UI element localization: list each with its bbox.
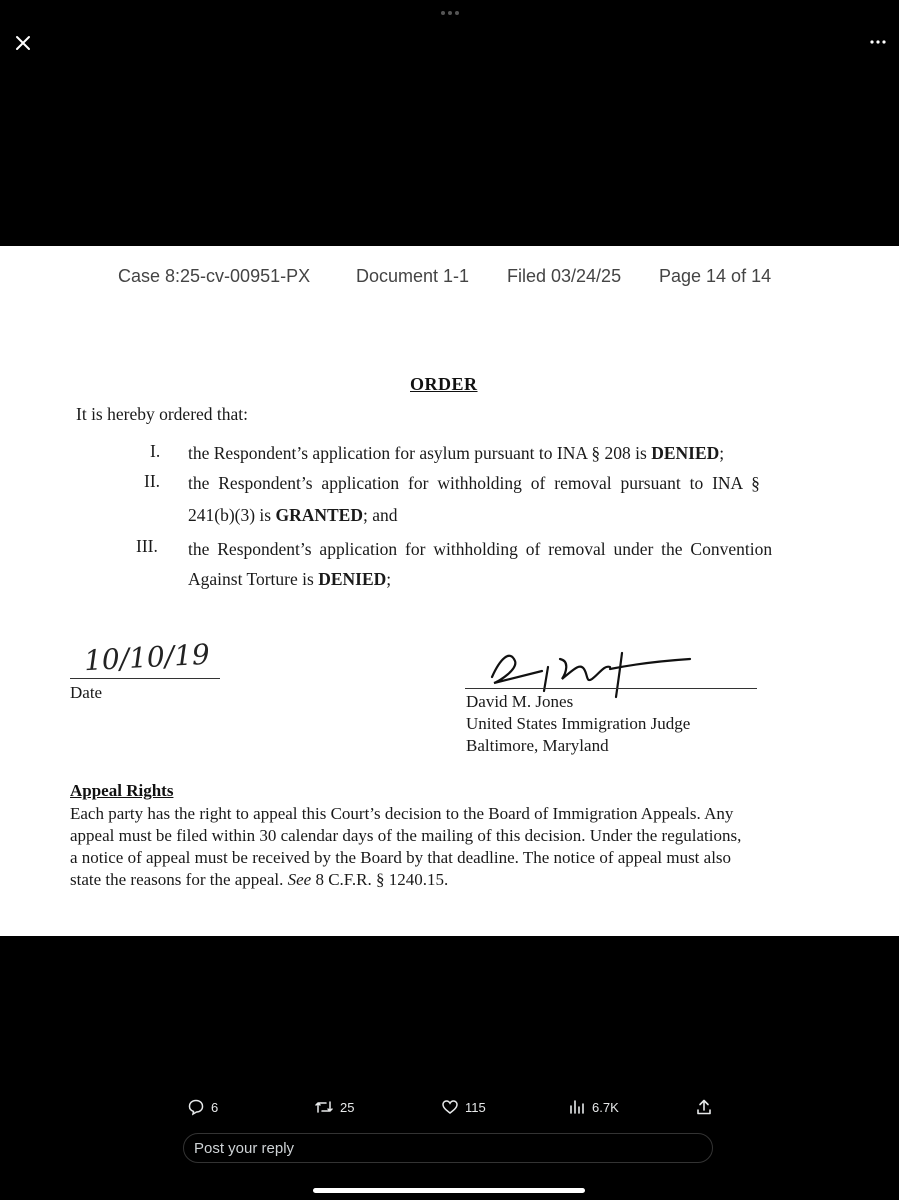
appeal-text-line: state the reasons for the appeal. See 8 C.F.R. § 1240.15.: [70, 870, 449, 889]
close-button[interactable]: [10, 30, 36, 56]
item-number: II.: [144, 471, 161, 491]
more-icon: [860, 32, 896, 52]
reply-count: 6: [211, 1099, 219, 1115]
dots-icon: [438, 8, 462, 18]
appeal-text-line: a notice of appeal must be received by the Board by that deadline. The notice of appeal must also: [70, 848, 732, 867]
reply-icon: [187, 1098, 205, 1116]
share-button[interactable]: [695, 1098, 713, 1116]
like-button[interactable]: [441, 1098, 486, 1116]
filed-date: Filed 03/24/25: [507, 266, 622, 286]
item-3-text-line-2: Against Torture is DENIED;: [188, 569, 392, 589]
close-icon: [10, 30, 36, 56]
drag-handle[interactable]: [438, 5, 462, 15]
views-count: 6.7K: [592, 1099, 619, 1115]
reply-placeholder: Post your reply: [194, 1139, 295, 1157]
reply-button[interactable]: [187, 1098, 218, 1116]
reply-input[interactable]: [183, 1133, 713, 1163]
page-number: Page 14 of 14: [659, 266, 772, 286]
heart-icon: [441, 1098, 459, 1116]
judge-title: United States Immigration Judge: [466, 714, 691, 733]
date-line: [70, 678, 220, 679]
more-options-button[interactable]: [860, 32, 896, 52]
signature-image: [470, 639, 700, 699]
repost-icon: [314, 1098, 334, 1116]
repost-button[interactable]: [314, 1098, 354, 1116]
item-3-text-line-1: the Respondent’s application for withholding of removal under the Convention: [188, 539, 773, 559]
share-icon: [695, 1098, 713, 1116]
views-button[interactable]: [568, 1098, 619, 1116]
repost-count: 25: [340, 1099, 355, 1115]
like-count: 115: [465, 1099, 486, 1115]
document-number: Document 1-1: [356, 266, 470, 286]
document-image: [0, 246, 899, 936]
order-title: ORDER: [410, 374, 478, 394]
signature-line: [465, 688, 757, 689]
item-1-text: the Respondent’s application for asylum pursuant to INA § 208 is DENIED;: [188, 443, 725, 463]
appeal-rights-heading: Appeal Rights: [70, 781, 174, 800]
case-number: Case 8:25-cv-00951-PX: [118, 266, 311, 286]
item-number: III.: [136, 536, 158, 556]
order-intro: It is hereby ordered that:: [76, 404, 249, 424]
appeal-text-line: appeal must be filed within 30 calendar days of the mailing of this decision. Under the regulations,: [70, 826, 742, 845]
judge-name: David M. Jones: [466, 692, 574, 711]
date-label: Date: [70, 683, 103, 702]
item-number: I.: [150, 441, 161, 461]
handwritten-date: 10/10/19: [83, 637, 211, 678]
judge-location: Baltimore, Maryland: [466, 736, 609, 755]
item-2-text-line-1: the Respondent’s application for withholding of removal pursuant to INA §: [188, 473, 760, 493]
home-indicator[interactable]: [313, 1188, 585, 1193]
item-2-text-line-2: 241(b)(3) is GRANTED; and: [188, 505, 398, 525]
views-icon: [568, 1098, 586, 1116]
appeal-text-line: Each party has the right to appeal this Court’s decision to the Board of Immigration Appeals. Any: [70, 804, 734, 823]
